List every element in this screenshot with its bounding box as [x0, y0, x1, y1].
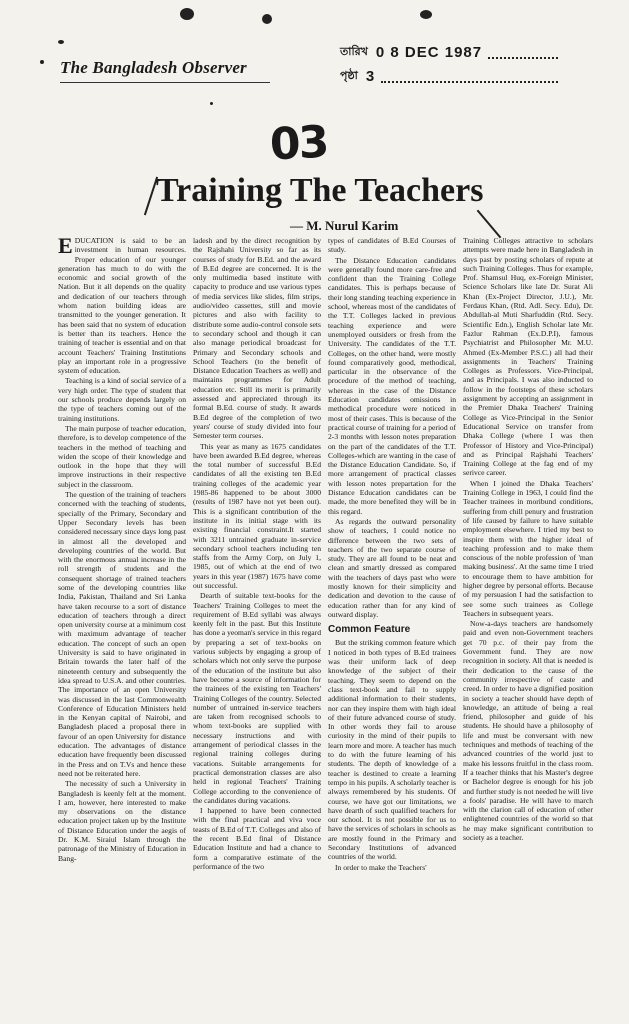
- drop-cap: E: [58, 233, 73, 258]
- paragraph: The question of the training of teachers concerned with the teaching of students, specially of the Primary, Secondary and Upper Secondary levels has been considered necessary since days long past in almost all the developed and developing countries of the world. But with the enormous annual increase in the roll strength of students and the consequent shortage of trained teachers some of the developing countries like India, Pakistan, Thailand and Sri Lanka have taken recourse to a sort of distance education of teachers through a direct open university course at a minimum cost with maximum advantage of teacher education. The concept of such an open University is said to have originated in Britain towards the later half of the nineteenth century and subsequently the idea spread to U.S.A. and other countries. The importance of an open University was discussed in the last Commonwealth Conference of Education Ministers held in the Kenyan capital of Nairobi, and Bangladesh placed a proposal there in favour of an open University for distance education. The advantages of distance education have frequently been discussed in the Press and on T.Vs and hence these need not be reiterated here.: [58, 490, 186, 778]
- paragraph: In order to make the Teachers': [335, 862, 427, 872]
- stamp-date-label: তারিখ: [340, 45, 368, 58]
- scan-speck: [40, 60, 44, 64]
- paragraph: Dearth of suitable text-books for the Teachers' Training Colleges to meet the requirement of B.Ed syllabi was always keenly felt in the past. But this Institute has done a yeoman's service in this regard by preparing a set of text-books on various subjects by engaging a group of scholars which not only serve the purpose of the education of the institute but also have become a source of information for the trainees of the existing ten Teachers' Training Colleges of the country. Selected number of untrained in-service teachers are taken from recognised schools to whom text-books are supplied with necessary instructions and with arrangement of periodical classes in the regional training colleges during vacations. Suitable arrangements for practical demonstration classes are also held in regional Teachers' Training College according to the convenience of the candidates during vacations.: [193, 591, 321, 805]
- article-byline: — M. Nurul Karim: [290, 218, 399, 233]
- masthead-underline: [60, 82, 270, 83]
- scan-speck: [58, 40, 64, 44]
- scan-speck: [180, 8, 194, 20]
- handwritten-page-number: 03: [268, 116, 329, 171]
- paragraph: The Distance Education candidates were generally found more care-free and confident than the Training College candidates. This is perhaps because of their long standing teaching experience in school, whereas most of the candidates of the T.T. Colleges lacked in previous teaching experience and were unemployed outsiders or fresh from the University. The candidates of the T.T. Colleges, on the other hand, were mostly found comparatively good, methodical, particular in the observance of the procedure of the method of teaching, whereas in the case of the Distance Education candidates omissions in methodical procedure were noticed in most of their cases. This is because of the practical course of training for a period of 2-3 months with lesson notes preparation on the part of the candidates of the T.T. Colleges-which are wanting in the case of the Distance Education Candidate. So, if more arrangement of practical classes with lesson notes prepartation for the Distance Education candidates can be made, the more benefited they will be in this regard.: [328, 255, 456, 516]
- paragraph: But the striking common feature which I noticed in both types of B.Ed trainees was their uniform lack of deep knowledge of the subject of their teaching. They seem to depend on the class text-book and fail to supply additional information to their students, nor can they inspire them with high ideal of their future advanced course of study. In other words they fail to arouse curiosity in the mind of their pupils to learn more and more. A teacher has much to do with the future learning of his students. The depth of knowledge of a teacher is destined to create a learning tempo in his pupils. A scholarly teacher is always remembered by his students. Of course, we have got our limitations, we have dearth of such qualified teachers for our school. It is not possible for us to have the services of scholars in schools as are mostly found in the Primary and Secondary Institutions of advanced countries of the world.: [328, 638, 456, 862]
- newspaper-masthead: The Bangladesh Observer: [60, 58, 247, 77]
- stamp-dotted-line: [381, 69, 558, 83]
- paragraph: The necessity of such a University in Bangladesh is keenly felt at the moment. I am, however, here interested to make my observations on the distance education project taken up by the Institute of Distance Education under the aegis of Dr. K.M. Siraiul Islam through the patronage of the Ministry of Education in Bang-: [58, 779, 186, 863]
- paragraph: As regards the outward personality show of teachers, I could notice no difference between the two sets of teachers of the two separate course of study. They are all found to be neat and clean and smartly dressed as compared with the teachers of days past who were mostly known for their simplicity and dedication and devotion to the cause of education rather than for any kind of outward display.: [328, 516, 456, 619]
- text-column-4: [463, 236, 593, 843]
- stamp-dotted-line: [488, 45, 558, 59]
- scan-speck: [210, 102, 213, 105]
- scan-speck: [262, 14, 272, 24]
- text-column-1: [58, 233, 186, 864]
- paragraph: types of candidates of B.Ed Courses of study.: [328, 236, 456, 255]
- article-headline: Training The Teachers: [156, 172, 484, 209]
- paragraph: Teaching is a kind of social service of a very high order. The type of student that our schools produce depends largely on the type of teachers coming out of the training institutions.: [58, 376, 186, 423]
- paragraph: I happened to have been connected with the final practical and viva voce teasts of B.Ed of T.T. Colleges and also of the recent B.Ed final of Distance Education Institute and had a chance to form a comparative estimate of the performance of the two: [193, 806, 322, 871]
- text-column-3: [328, 236, 456, 873]
- text-column-2: [193, 236, 321, 872]
- subheading: Common Feature: [328, 624, 411, 636]
- pen-mark: [477, 210, 502, 239]
- stamp-page-value: 3: [365, 67, 376, 85]
- paragraph: EDUCATION is said to be an investment in human resources. Proper education of our younger generation has much to do with the economic and social growth of the Nation. But it all depends on the quality and dedication of our teachers through whom nation building ideas are transmitted to the younger generation. It has been said that no system of education is better than its teachers. Hence the training of teacher is essential and on that account Teachers' Training Institutions play an important role in a progressive system of education.: [58, 233, 186, 376]
- stamp-date-value: 0 8 DEC 1987: [375, 43, 483, 61]
- paragraph: The main purpose of teacher education, therefore, is to develop competence of the teachers in the method of teaching and widen the scope of their knowledge and outlook in the hope that they will improve instructions in their respective subject in the classroom.: [58, 423, 186, 489]
- paragraph: Training Colleges attractive to scholars attempts were made here in Bangladesh in days past by posting scholars of repute at such Training Colleges. Thus for example, Prof. Shamsul Huq, ex-Foreign Minister, Science Scholars like late Dr. Surat Ali Khan (Ex-Project Director, J.U.), Mr. Ferdaus Khan, (Rtd. Adl. Secy. Edu), Dr. Abdullah-al Muti Sharfuddin (Rtd. Secy. Scientific Edn.), English Scholar late Mr. Fazlur Rahman (Ex.D.P.I), famous Psychiatrist and Philosopher Mr. M.U. Ahmed (Ex-Member P.S.C.) all had their assignments in Teachers' Training Colleges as Professors. Vice-Principal, and as Principals. I was also inducted to follow in the footsteps of these scholars assignment by accepting an assignment in the Premier Dhaka Teachers' Training College as Vice-Principal in the Senior Educational Service on transfer from Dhaka College (where I was then Professor of History and Vice-Principal) and as Principal Rajshahi Teachers' Training College at the fag end of my serivce career.: [463, 236, 593, 478]
- stamp-page-label: পৃষ্ঠা: [340, 69, 358, 82]
- paragraph: This year as many as 1675 candidates have been awarded B.Ed degree, whereas the total number of successful B.Ed candidates of all the existing ten B.Ed training colleges of the academic year 1985-86 happened to be about 3000 (results of 1987 have not yet been out). This is a significant contribution of the institute in its initial stage with its existing financial constraint.It started with 3211 untrained graduate in-service secondary school teachers including ten staffs from the Army Corp, on July 1, 1985, out of which at the end of two years in this year (1987) 1675 have come out successful.: [193, 441, 321, 590]
- date-stamp: [340, 40, 558, 92]
- paragraph: ladesh and by the direct recognition by the Rajshahi University so far as its courses of study for B.Ed. and the award of B.Ed degree are concerned. It is the only multimedia based institute with capacity to produce and use various types of media services like slides, film strips, audio/video cassettes, still and movie pictures and also with facility to distribute some audio-control console sets to secondary school and though it can also manage periodical broadcast for Primary and Secondary schools and School Teachers (to the benefit of Distance Education Teachers as well) and maintains programmes for Adult education etc. Still its merit is primarily assessed and appreciated through its formal B.Ed. course of study. It awards B.Ed degree of the completion of two years' course of study divided into four Semester term courses.: [193, 236, 321, 441]
- paragraph: Now-a-days teachers are handsomely paid and even non-Government teachers get 70 p.c. of their pay from the Government fund. They are now recognition in society. All that is needed is their dedication to the cause of the community irrespective of caste and creed. In order to have a dignified position in society a teacher should have depth of knowledge, an attitude of being a real friend, philosopher and guide of his students. He should have a philosophy of life and must be conversant with new techniques and methods of teaching of the advanced countries of the world just to make his lessons fruitful in the class room. If a teacher thinks that his Master's degree or Bachelor degree is enough for his job and further study is not needed he will live a fools' paradise. He will have to march with the clarion call of education of other enlightened countries of the world so that he may make significant contribution to society as a teacher.: [463, 619, 593, 842]
- scan-speck: [420, 10, 432, 19]
- paragraph: When I joined the Dhaka Teachers' Training College in 1963, I could find the Teacher trainees in moribund conditions, suffering from chill penury and frustration of life caused by failure to have suitable employment elsewhere. I tried my best to inspire them with the higher ideal of teaching profession and to make them conscious of the noble profession of 'man making business'. At the same time I tried to encourage them to have ambition for higher degree by personal efforts. Because of my persuasion I had the satisfaction to see some such trainees as College Teachers in subsequent years.: [463, 478, 593, 618]
